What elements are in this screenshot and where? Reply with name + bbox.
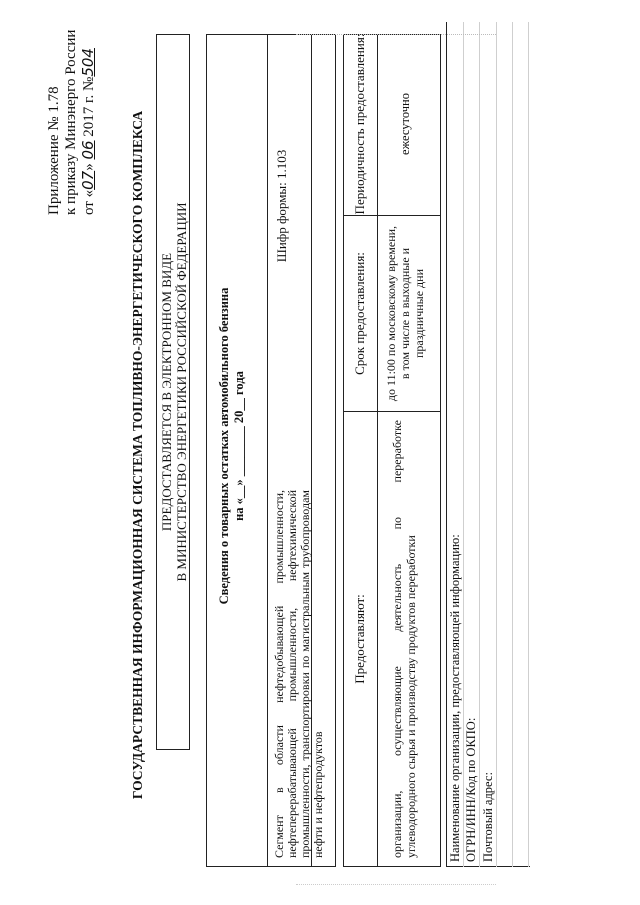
appendix-order: к приказу Минэнерго России: [63, 29, 79, 215]
org-info-rule-2: [479, 22, 480, 867]
org-info-left-border: [446, 866, 530, 867]
segment-divider-1: [267, 35, 268, 866]
submit-box: [156, 34, 190, 750]
appendix-block: [46, 15, 98, 215]
scan-dots-top: [296, 33, 496, 35]
appendix-month: 06: [79, 140, 97, 160]
header-frequency: Периодичность предоставления:: [352, 33, 367, 215]
org-info-top-border: [446, 22, 447, 867]
org-info-rule-3: [496, 22, 497, 867]
frequency-text: ежесуточно: [398, 93, 412, 155]
form-code: Шифр формы: 1.103: [274, 149, 289, 263]
report-date: на «__» ________ 20__ года: [232, 371, 246, 521]
org-address-label: Почтовый адрес:: [481, 772, 495, 862]
org-ogrn-label: ОГРН/ИНН/Код по ОКПО:: [464, 717, 478, 862]
appendix-number: Приложение № 1.78: [46, 86, 62, 215]
org-name-label: Наименование организации, предоставляющей информацию:: [448, 534, 462, 862]
submit-line-1: ПРЕДОСТАВЛЯЕТСЯ В ЭЛЕКТРОННОМ ВИДЕ: [159, 252, 174, 532]
appendix-order-number: 504: [79, 48, 97, 77]
appendix-day: 07: [79, 170, 97, 190]
header-who: Предоставляют:: [352, 594, 367, 684]
segment-text: Сегмент в области нефтедобывающей промышленности, нефтеперерабатывающей промышленности, нефтехимической промышленности, транспортировки по магистральным трубопроводам нефти и нефтепродуктов: [272, 490, 325, 858]
scan-dots-bottom: [296, 883, 496, 885]
org-info-rule-5: [528, 22, 529, 867]
submission-table: [343, 34, 441, 867]
appendix-date: от «07» 06 2017 г. №504: [79, 48, 97, 215]
submission-header-divider: [377, 35, 378, 866]
submit-line-2: В МИНИСТЕРСТВО ЭНЕРГЕТИКИ РОССИЙСКОЙ ФЕДЕРАЦИИ: [174, 202, 189, 582]
segment-table: [206, 34, 336, 867]
system-title: ГОСУДАРСТВЕННАЯ ИНФОРМАЦИОННАЯ СИСТЕМА ТОПЛИВНО-ЭНЕРГЕТИЧЕСКОГО КОМПЛЕКСА: [130, 110, 145, 800]
org-info-rule-4: [512, 22, 513, 867]
header-deadline: Срок предоставления:: [352, 252, 367, 375]
who-text: организации, осуществляющие деятельность по переработке углеводородного сырья и производству продуктов переработки: [390, 420, 418, 858]
report-title: Сведения о товарных остатках автомобильного бензина на «__» ________ 20__ года: [217, 287, 246, 605]
deadline-text: до 11:00 по московскому времени, в том числе в выходные и праздничные дни: [384, 225, 426, 402]
